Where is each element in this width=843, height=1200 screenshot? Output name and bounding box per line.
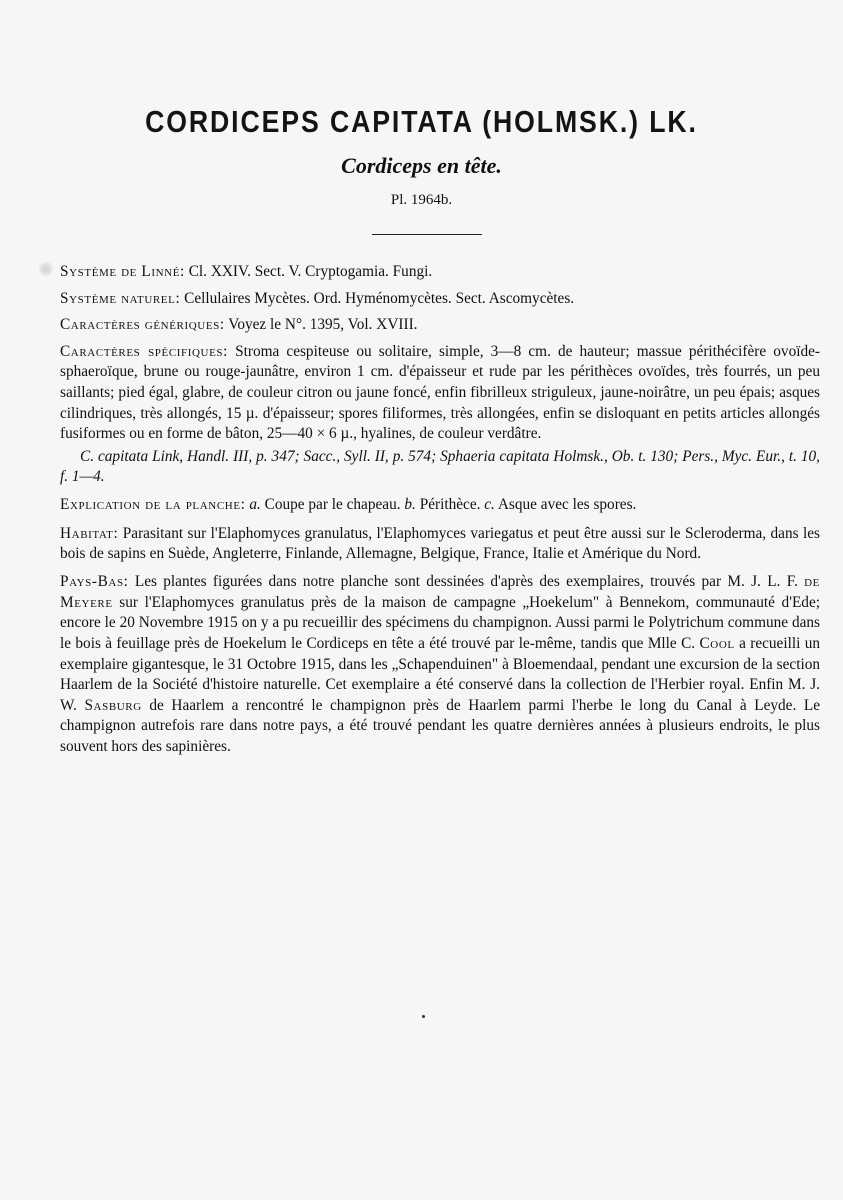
paysbas-text-3: a recueilli un exemplaire gigantesque, le 31 Octobre 1915, dans les „Schapenduinen" à Bloemendaal, pendant une excursion de la section Haarlem de la Société d'histoire naturelle. Cet exemplaire a été conservé dans la collection de l'Herbier royal. Enfin M. J. W. [60, 635, 821, 714]
paysbas-name-1: de Meyere [60, 573, 821, 611]
habitat-label: Habitat: [60, 524, 119, 542]
explication-label: Explication de la planche: [60, 496, 246, 514]
paysbas-label: Pays-Bas: [60, 573, 129, 591]
description-body [60, 262, 820, 765]
paysbas-paragraph [60, 572, 820, 757]
naturel-text: Cellulaires Mycètes. Ord. Hyménomycètes. Sect. Ascomycètes. [184, 289, 575, 307]
explication-a-key: a. [249, 496, 261, 514]
explication-a-text: Coupe par le chapeau. [264, 496, 401, 514]
generiques-paragraph [60, 315, 820, 336]
explication-c-key: c. [484, 496, 495, 514]
paysbas-text-2: sur l'Elaphomyces granulatus près de la maison de campagne „Hoekelum" à Bennekom, communauté d'Ede; encore le 20 Novembre 1915 on y a pu recueillir des spécimens du champignon. Aussi parmi le Polytrichum commune dans le bois à feuillage près de Hoekelum le Cordiceps en tête a été trouvé par le-même, tandis que Mlle C. [60, 593, 820, 652]
paysbas-name-2: Cool [699, 635, 735, 652]
explication-b-key: b. [404, 496, 416, 514]
habitat-paragraph [60, 524, 820, 565]
species-title: CORDICEPS CAPITATA (HOLMSK.) LK. [145, 104, 698, 139]
generiques-text: Voyez le N°. 1395, Vol. XVIII. [228, 316, 418, 334]
linne-label: Système de Linné: [60, 263, 185, 280]
habitat-text: Parasitant sur l'Elaphomyces granulatus, l'Elaphomyces variegatus et peut être aussi sur le Scleroderma, dans les bois de sapins en Suède, Angleterre, Finlande, Allemagne, Belgique, France, Italie et Amérique du Nord. [60, 524, 820, 563]
synonyms-paragraph: C. capitata Link, Handl. III, p. 347; Sacc., Syll. II, p. 574; Sphaeria capitata Holmsk., Ob. t. 130; Pers., Myc. Eur., t. 10, f. 1—4. [60, 447, 820, 486]
generiques-label: Caractères génériques: [60, 316, 225, 334]
naturel-paragraph [60, 289, 820, 310]
explication-c-text: Asque avec les spores. [497, 496, 637, 514]
specifiques-text: Stroma cespiteuse ou solitaire, simple, 3—8 cm. de hauteur; massue périthécifère ovoïde-sphaeroïque, brune ou rouge-jaunâtre, environ 1 cm. d'épaisseur et rude par les périthèces ovoïdes, très fourrés, un peu saillants; pied égal, glabre, de couleur citron ou jaune foncé, enfin fibrilleux striguleux, jaune-noirâtre, un peu épais; asques cilindriques, très allongés, 15 µ. d'épaisseur; spores filiformes, très allongées, enfin se disloquant en petits articles allongés fusiformes ou en forme de bâton, 25—40 × 6 µ., hyalines, de couleur verdâtre. [60, 342, 820, 443]
title-divider [372, 234, 482, 235]
explication-paragraph [60, 495, 820, 516]
naturel-label: Système naturel: [60, 289, 181, 307]
paysbas-name-3: Sasburg [84, 696, 142, 714]
specifiques-paragraph [60, 342, 820, 445]
linne-text: Cl. XXIV. Sect. V. Cryptogamia. Fungi. [188, 263, 433, 280]
paysbas-text-1: Les plantes figurées dans notre planche sont dessinées d'après des exemplaires, trouvés par M. J. L. F. [134, 573, 798, 591]
paysbas-text-4: de Haarlem a rencontré le champignon près de Haarlem parmi l'herbe le long du Canal à Leyde. Le champignon autrefois rare dans notre pays, a été trouvé pendant les quatre dernières années à plusieurs endroits, le plus souvent hors des sapinières. [60, 696, 821, 755]
plate-number: Pl. 1964b. [390, 192, 453, 208]
explication-b-text: Périthèce. [419, 496, 481, 514]
page-stain [39, 262, 53, 276]
linne-paragraph [60, 262, 820, 283]
specifiques-label: Caractères spécifiques: [60, 342, 228, 360]
common-name-subtitle: Cordiceps en tête. [341, 153, 502, 178]
page-speck [422, 1015, 425, 1018]
